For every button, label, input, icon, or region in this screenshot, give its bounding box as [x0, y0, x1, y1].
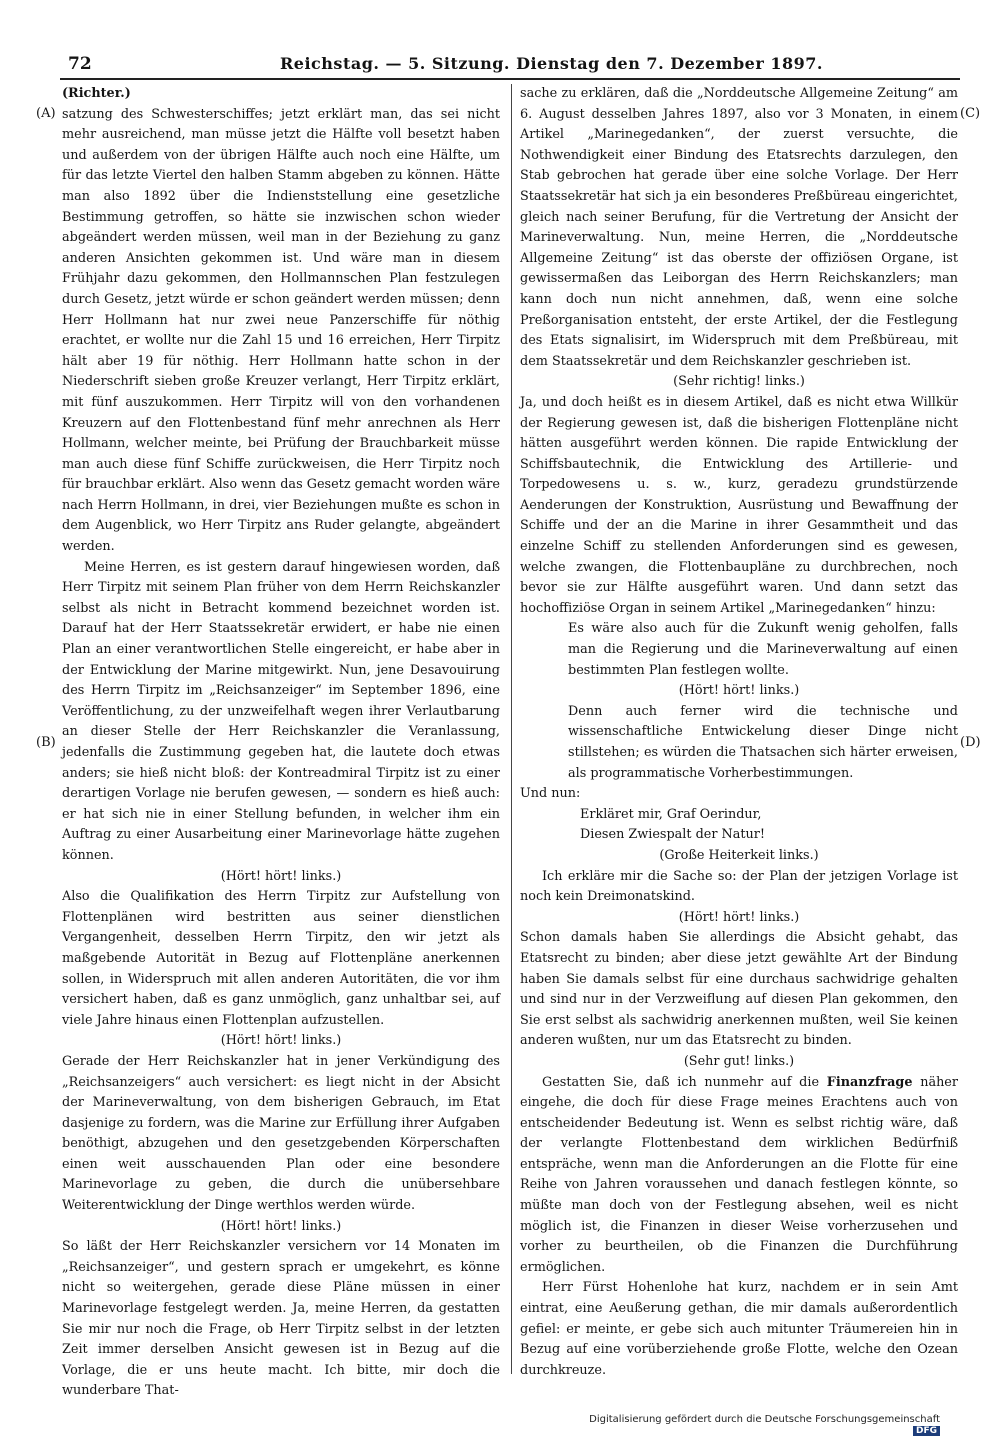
paragraph: Ja, und doch heißt es in diesem Artikel, daß es nicht etwa Willkür der Regierung gewesen ist, daß die bisherigen Flottenpläne nicht hätten ausgeführt werden können. Die rapide Entwicklung der Schiffsbautechnik, die Entwicklung des Artillerie- und Torpedowesens u. s. w., kurz, geradezu grundstürzende Aenderungen der Konstruktion, Ausrüstung und Bewaffnung der Schiffe und der an die Marine in ihrer Gesammtheit und das einzelne Schiff zu stellenden Anforderungen sind es gewesen, welche zwangen, die Flottenbaupläne zu durchbrechen, noch bevor sie zur Hälfte ausgeführt waren. Und dann setzt das hochoffiziöse Organ in seinem Artikel „Marinegedanken“ hinzu:	[520, 394, 958, 616]
paragraph: Und nun:	[520, 786, 581, 802]
running-head: Reichstag. — 5. Sitzung. Dienstag den 7. Dezember 1897.	[280, 54, 823, 73]
margin-mark-c: (C)	[960, 106, 981, 121]
paragraph-text: Gestatten Sie, daß ich nunmehr auf die	[542, 1074, 827, 1090]
dfg-logo: DFG	[913, 1426, 940, 1436]
paragraph-text: näher eingehe, die doch für diese Frage meines Erachtens auch von entscheidender Bedeutung ist. Wenn es selbst richtig wäre, daß der verlangte Flottenbestand dem wirklichen Bedürfniß entspräche, wenn man die Anforderungen an die Flotte für eine Reihe von Jahren voraussehen und danach festlegen könnte, so müßte man doch von der Festlegung absehen, weil es nicht möglich ist, die Finanzen in dieser Weise vorherzusehen und vorher zu beurtheilen, ob die Finanzen die Durchführung ermöglichen.	[520, 1074, 958, 1275]
paragraph: Also die Qualifikation des Herrn Tirpitz zur Aufstellung von Flottenplänen wird bestritten aus seiner dienstlichen Vergangenheit, desselben Herrn Tirpitz, den wir jetzt als maßgebende Autorität in Bezug auf Flottenpläne anerkennen sollen, in Widerspruch mit allen anderen Autoritäten, die vor ihm versichert haben, daß es ganz unmöglich, ganz unhaltbar sei, auf viele Jahre hinaus einen Flottenplan aufzustellen.	[62, 889, 500, 1028]
interjection: (Große Heiterkeit links.)	[659, 847, 819, 863]
margin-mark-b: (B)	[36, 735, 56, 750]
quotation: Es wäre also auch für die Zukunft wenig geholfen, falls man die Regierung und die Marineverwaltung auf einen bestimmten Plan festlegen wollte.	[568, 621, 958, 678]
margin-mark-d: (D)	[960, 735, 981, 750]
interjection: (Hört! hört! links.)	[220, 868, 342, 884]
paragraph	[520, 1073, 958, 1279]
paragraph: So läßt der Herr Reichskanzler versichern vor 14 Monaten im „Reichsanzeiger“, und gestern sprach er umgekehrt, es könne nicht so weitergehen, gerade diese Pläne müssen in einer Marinevorlage festgelegt werden. Ja, meine Herren, da gestatten Sie mir nur noch die Frage, ob Herr Tirpitz selbst in der letzten Zeit immer derselben Ansicht gewesen ist in Bezug auf die Vorlage, die er uns heute macht. Ich bitte, mir doch die wunderbare That-	[62, 1239, 500, 1399]
header-rule	[60, 78, 960, 80]
paragraph: Gerade der Herr Reichskanzler hat in jener Verkündigung des „Reichsanzeigers“ auch versichert: es liegt nicht in der Absicht der Marineverwaltung, von dem bisherigen Gebrauch, im Etat dasjenige zu fordern, was die Marine zur Erfüllung ihrer Aufgaben benöthigt, abzugehen und den gesetzgebenden Körperschaften einen weit ausschauenden Plan oder eine besondere Marinevorlage zu geben, die durch die unübersehbare Weiterentwicklung der Dinge werthlos werden würde.	[62, 1053, 500, 1214]
paragraph: Ich erkläre mir die Sache so: der Plan der jetzigen Vorlage ist noch kein Dreimonatskind.	[520, 868, 958, 905]
paragraph: Schon damals haben Sie allerdings die Absicht gehabt, das Etatsrecht zu binden; aber diese jetzt gewählte Art der Bindung haben Sie damals selbst für eine durchaus sachwidrige gehalten und sind nur in der Verzweiflung auf diesen Plan gekommen, den Sie erst selbst als sachwidrig anerkennen mußten, weil Sie keinen anderen wußten, nur um das Etatsrecht zu binden.	[520, 930, 958, 1049]
quotation: Denn auch ferner wird die technische und wissenschaftliche Entwickelung dieser Dinge nicht stillstehen; es würden die Thatsachen sich härter erweisen, als programmatische Vorherbestimmungen.	[568, 703, 958, 781]
interjection: (Sehr gut! links.)	[683, 1053, 795, 1069]
paragraph: satzung des Schwesterschiffes; jetzt erklärt man, das sei nicht mehr ausreichend, man müsse jetzt die Hälfte voll besetzt haben und außerdem von der übrigen Hälfte auch noch eine Hälfte, um für das letzte Viertel den halben Stamm abgeben zu können. Hätte man also 1892 über die Indienststellung eine gesetzliche Bestimmung getroffen, so hätte sie inzwischen schon wieder abgeändert werden müssen, weil man in der Beziehung zu ganz anderen Ansichten gekommen ist. Und wäre man in diesem Frühjahr dazu gekommen, den Hollmannschen Plan festzulegen durch Gesetz, jetzt würde er schon geändert werden müssen; denn Herr Hollmann hat nur zwei neue Panzerschiffe für nöthig erachtet, er wollte nur die Zahl 15 und 16 erreichen, Herr Tirpitz hält aber 19 für nöthig. Herr Hollmann hatte schon in der Niederschrift sieben große Kreuzer verlangt, Herr Tirpitz erklärt, mit fünf auszukommen. Herr Tirpitz will von den vorhandenen Kreuzern auf den Flottenbestand fünf mehr anrechnen als Herr Hollmann, welcher meinte, bei Prüfung der Brauchbarkeit müsse man auch diese fünf Schiffe zurückweisen, die Herr Tirpitz noch für brauchbar erklärt. Also wenn das Gesetz gemacht worden wäre nach Herrn Hollmann, in drei, vier Beziehungen mußte es schon in dem Augenblick, wo Herr Tirpitz ans Ruder gelangte, abgeändert werden.	[62, 106, 500, 555]
interjection: (Hört! hört! links.)	[220, 1033, 342, 1049]
interjection: (Hört! hört! links.)	[220, 1218, 342, 1234]
page-number: 72	[68, 54, 92, 74]
credit-text: Digitalisierung gefördert durch die Deutsche Forschungsgemeinschaft	[589, 1414, 940, 1425]
paragraph: Herr Fürst Hohenlohe hat kurz, nachdem er in sein Amt eintrat, eine Aeußerung gethan, die mir damals außerordentlich gefiel: er meinte, er gebe sich auch mitunter Träumereien hin in Bezug auf eine vorüberziehende große Flotte, welche den Ozean durchkreuze.	[520, 1280, 958, 1378]
left-column	[62, 84, 500, 1402]
interjection: (Hört! hört! links.)	[678, 909, 800, 925]
page-header	[60, 48, 960, 78]
speaker-name: (Richter.)	[62, 86, 131, 101]
paragraph: sache zu erklären, daß die „Norddeutsche Allgemeine Zeitung“ am 6. August desselben Jahres 1897, also vor 3 Monaten, in einem Artikel „Marinegedanken“, der zuerst versuchte, die Nothwendigkeit einer Bindung des Etatsrechts darzulegen, den Stab gebrochen hat gerade über eine solche Vorlage. Der Herr Staatssekretär hat sich ja ein besonderes Preßbüreau eingerichtet, gleich nach seiner Berufung, für die Vertretung der Ansicht der Marineverwaltung. Nun, meine Herren, die „Norddeutsche Allgemeine Zeitung“ ist das oberste der offiziösen Organe, ist gewissermaßen das Leiborgan des Herrn Reichskanzlers; man kann doch nun nicht annehmen, daß, wenn eine solche Preßorganisation entsteht, der erste Artikel, der die Festlegung des Etats signalisirt, im Widerspruch mit dem Preßbüreau, mit dem Staatssekretär und dem Reichskanzler geschrieben ist.	[520, 86, 958, 369]
margin-mark-a: (A)	[36, 106, 56, 121]
right-column	[520, 84, 958, 1381]
column-divider	[511, 84, 512, 1374]
digitization-credit	[560, 1414, 940, 1436]
interjection: (Sehr richtig! links.)	[673, 374, 805, 390]
paragraph: Meine Herren, es ist gestern darauf hingewiesen worden, daß Herr Tirpitz mit seinem Plan früher von dem Herrn Reichskanzler selbst als nicht in Betracht kommend bezeichnet worden ist. Darauf hat der Herr Staatssekretär erwidert, er habe nie einen Plan an einer verantwortlichen Stelle eingereicht, er habe aber in der Entwicklung der Marine mitgewirkt. Nun, jene Desavouirung des Herrn Tirpitz im „Reichsanzeiger“ im September 1896, eine Veröffentlichung, zu der unzweifelhaft wegen ihrer Verlautbarung an dieser Stelle der Herr Reichskanzler die Veranlassung, jedenfalls die Zustimmung gegeben hat, die lautete doch etwas anders; sie hieß nicht bloß: der Kontreadmiral Tirpitz ist zu einer derartigen Vorlage nie berufen gewesen, — sondern es hieß auch: er hat sich nie in einer Stellung befunden, in welcher ihm ein Auftrag zu einer Ausarbeitung einer Marinevorlage hätte zugehen können.	[62, 559, 500, 863]
verse-line: Diesen Zwiespalt der Natur!	[580, 827, 765, 843]
interjection: (Hört! hört! links.)	[678, 683, 800, 699]
verse-line: Erkläret mir, Graf Oerindur,	[580, 806, 762, 822]
emphasis-finanzfrage: Finanzfrage	[826, 1074, 913, 1090]
